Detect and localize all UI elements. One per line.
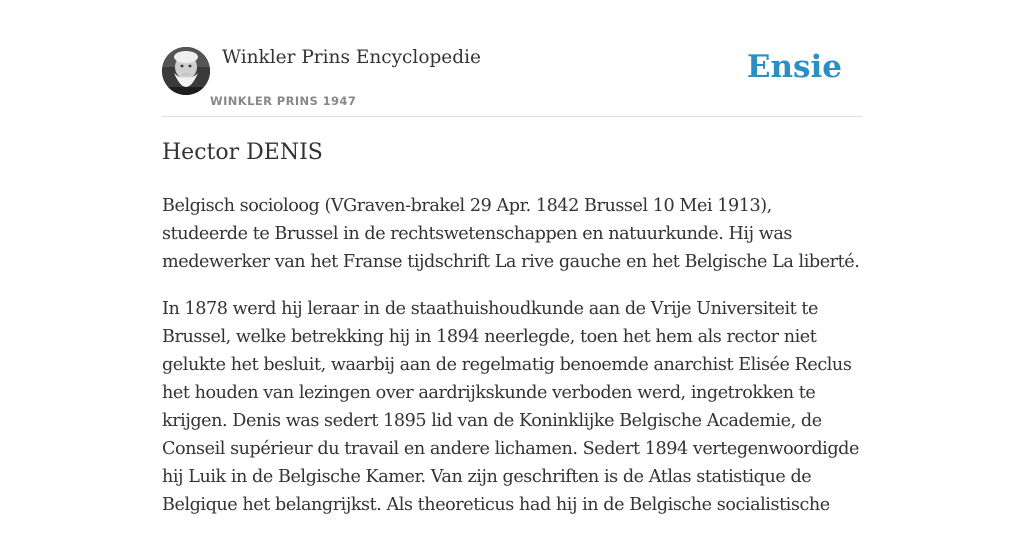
article-body	[162, 192, 862, 538]
portrait-avatar[interactable]	[162, 47, 210, 95]
site-header	[162, 44, 862, 117]
article-title: Hector DENIS	[162, 140, 323, 165]
brand-logo[interactable]: Ensie	[746, 49, 842, 85]
portrait-icon	[162, 47, 210, 95]
site-name[interactable]: Winkler Prins Encyclopedie	[222, 47, 481, 68]
article-paragraph: Belgisch socioloog (VGraven-brakel 29 Apr. 1842 Brussel 10 Mei 1913), studeerde te Brussel in de rechtswetenschappen en natuurkunde. Hij was medewerker van het Franse tijdschrift La rive gauche en het Belgische La liberté.	[162, 196, 860, 272]
edition-label[interactable]: WINKLER PRINS 1947	[210, 94, 357, 108]
article-paragraph: In 1878 werd hij leraar in de staathuishoudkunde aan de Vrije Universiteit te Brussel, welke betrekking hij in 1894 neerlegde, toen het hem als rector niet gelukte het besluit, waarbij aan de regelmatig benoemde anarchist Elisée Reclus het houden van lezingen over aardrijkskunde verboden werd, ingetrokken te krijgen. Denis was sedert 1895 lid van de Koninklijke Belgische Academie, de Conseil supérieur du travail en andere lichamen. Sedert 1894 vertegenwoordigde hij Luik in de Belgische Kamer. Van zijn geschriften is de Atlas statistique de Belgique het belangrijkst. Als theoreticus had hij in de Belgische socialistische	[162, 299, 859, 515]
